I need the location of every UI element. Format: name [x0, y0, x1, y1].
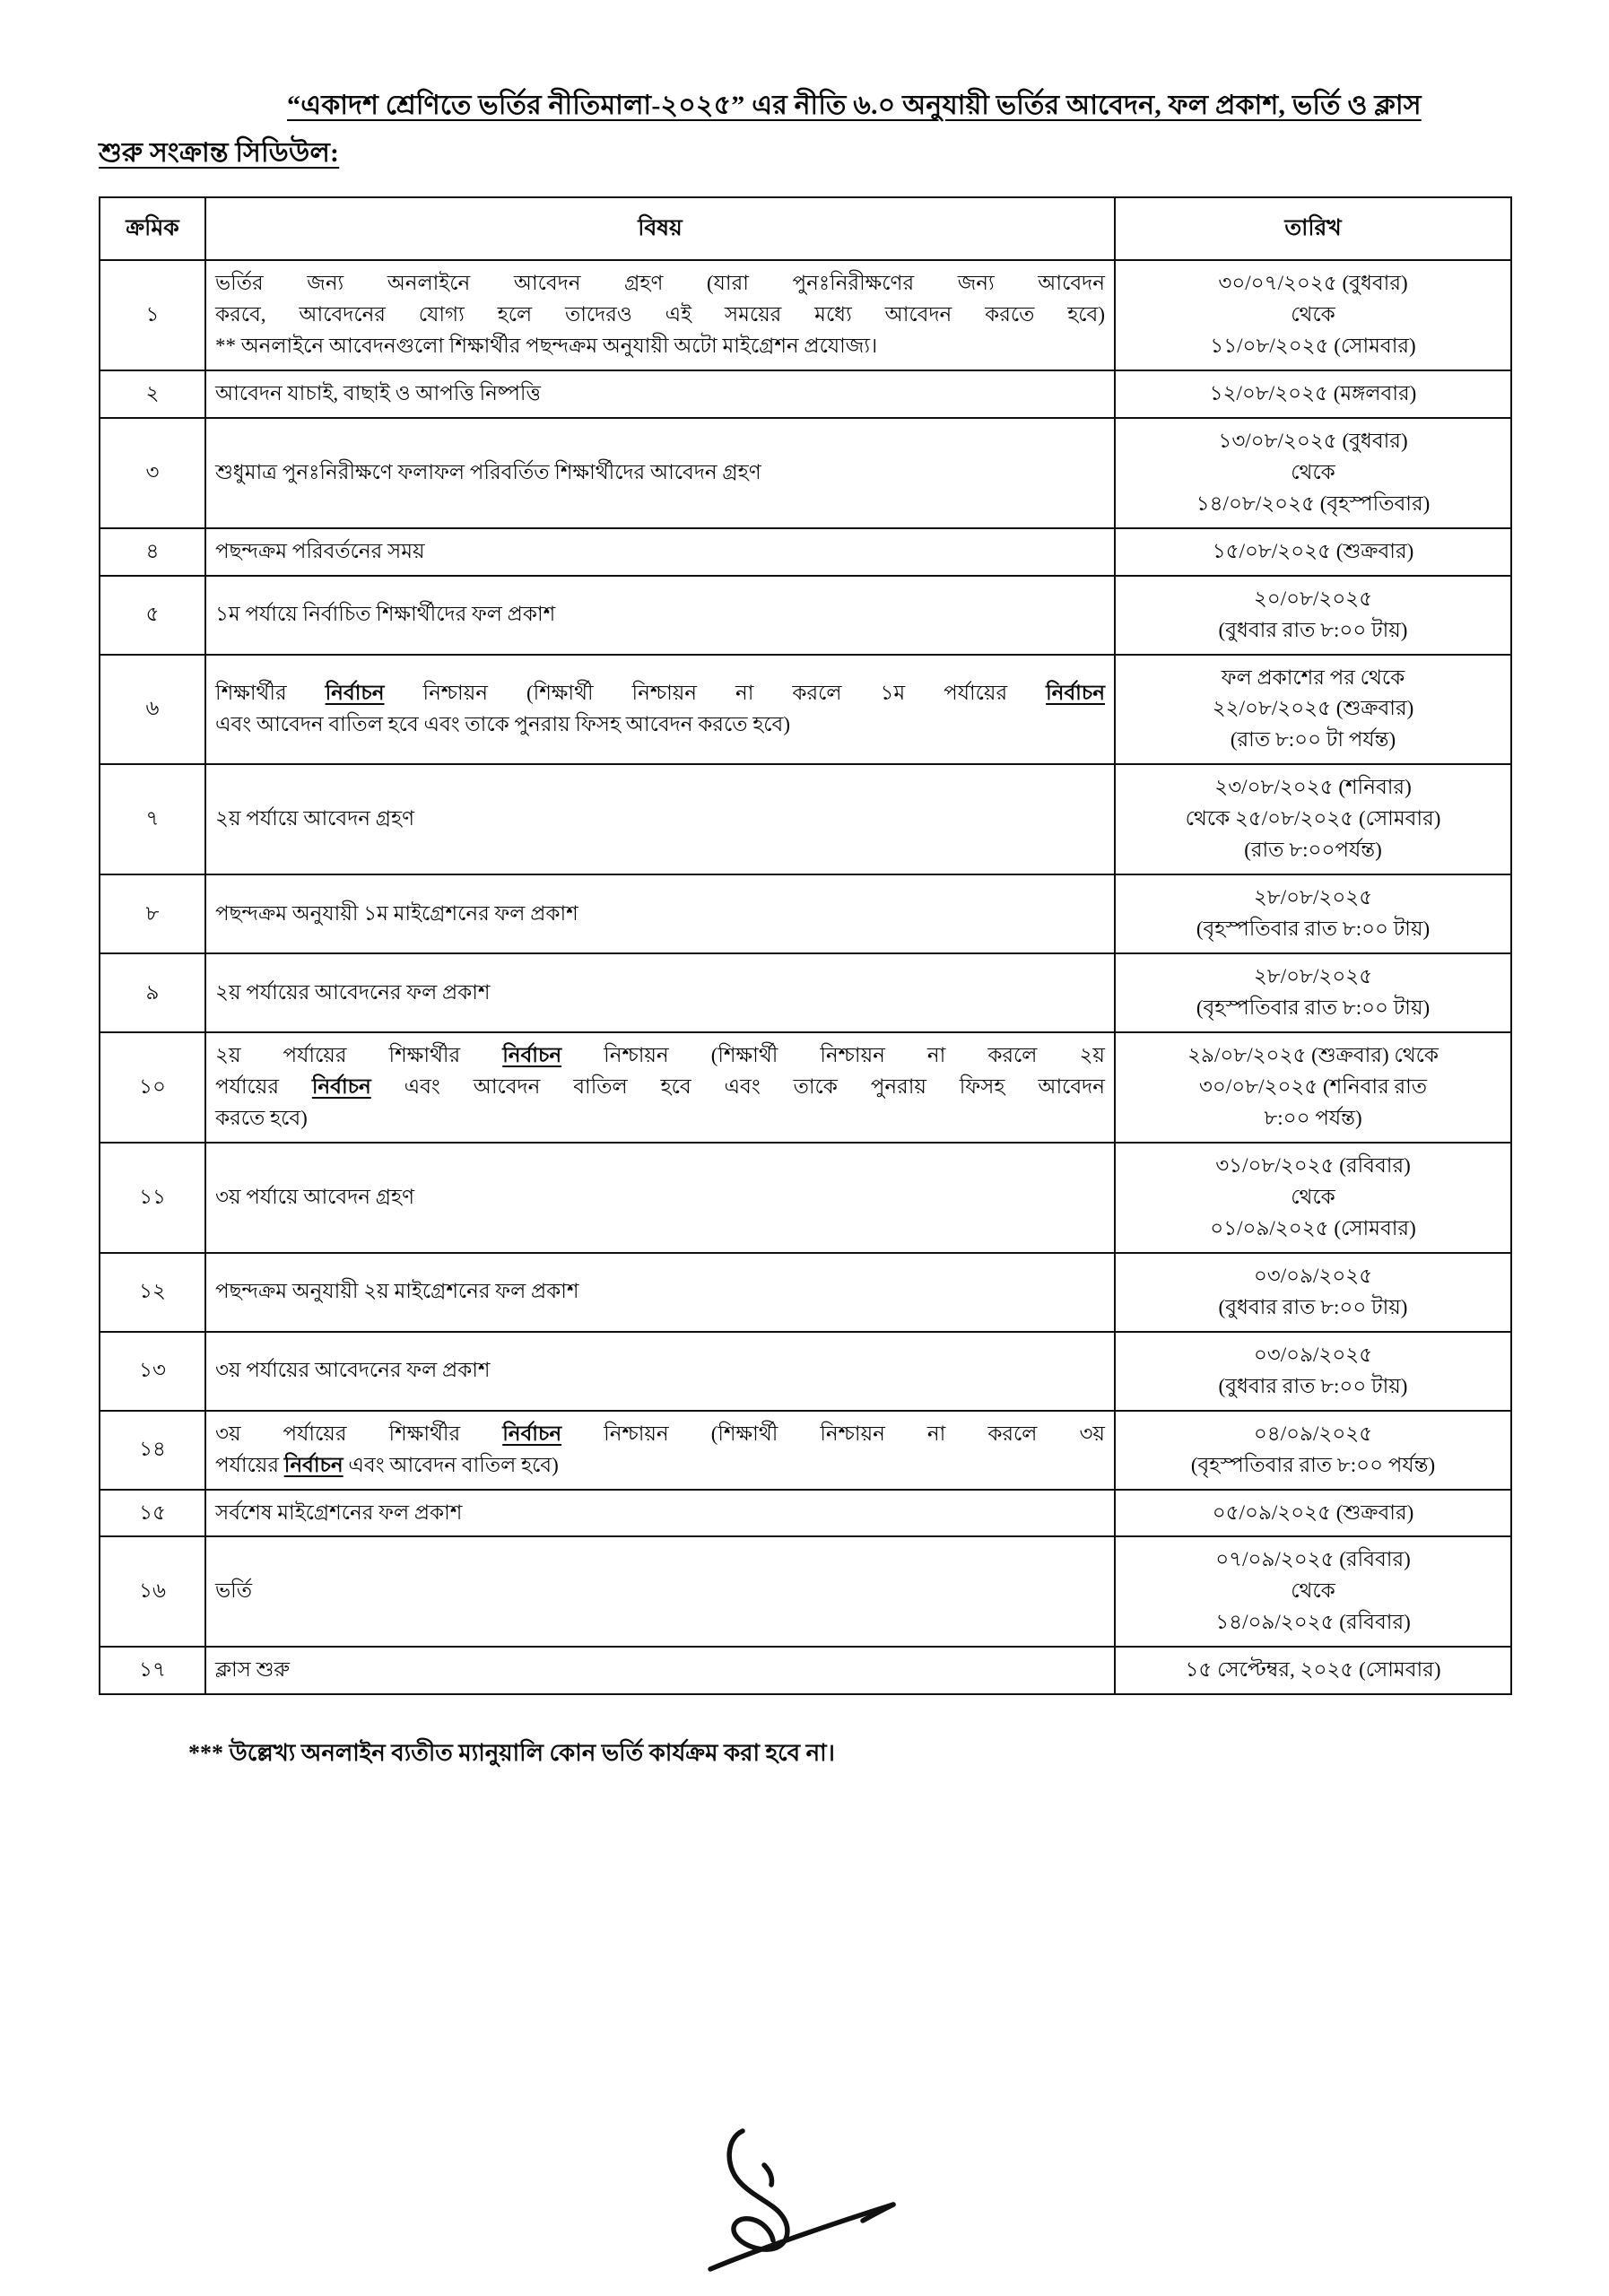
subject-line: ১ম পর্যায়ে নির্বাচিত শিক্ষার্থীদের ফল প্রকাশ: [215, 603, 556, 626]
date-line: থেকে: [1291, 460, 1335, 483]
table-row: [100, 528, 1511, 576]
date-line: (বৃহস্পতিবার রাত ৮:০০ টায়): [1196, 996, 1431, 1020]
date-line: ০৩/০৯/২০২৫: [1253, 1343, 1373, 1366]
cell-date: [1115, 953, 1511, 1032]
subject-line: পর্যায়ের নির্বাচন এবং আবেদন বাতিল হবে): [215, 1453, 559, 1476]
header-subject: বিষয়: [205, 197, 1115, 260]
subject-line: সর্বশেষ মাইগ্রেশনের ফল প্রকাশ: [215, 1500, 463, 1524]
subject-line: আবেদন যাচাই, বাছাই ও আপত্তি নিষ্পত্তি: [215, 381, 541, 404]
document-title: [0, 0, 1609, 173]
date-line: ২৩/০৮/২০২৫ (শনিবার): [1214, 776, 1412, 799]
date-line: ১২/০৮/২০২৫ (মঙ্গলবার): [1209, 381, 1417, 404]
date-line: ১৪/০৮/২০২৫ (বৃহস্পতিবার): [1196, 491, 1431, 515]
emphasised-term: নির্বাচন: [283, 1453, 344, 1476]
subject-line: ক্লাস শুরু: [215, 1658, 291, 1682]
cell-date: [1115, 1490, 1511, 1537]
date-line: থেকে: [1291, 1185, 1335, 1208]
cell-date: [1115, 260, 1511, 370]
cell-subject: [205, 576, 1115, 655]
date-line: ০৫/০৯/২০২৫ (শুক্রবার): [1212, 1500, 1414, 1524]
date-line: ১৫/০৮/২০২৫ (শুক্রবার): [1212, 539, 1414, 562]
table-row: [100, 764, 1511, 874]
emphasised-term: নির্বাচন: [1046, 682, 1105, 704]
date-line: (বুধবার রাত ৮:০০ টায়): [1218, 1374, 1408, 1397]
subject-line: শুধুমাত্র পুনঃনিরীক্ষণে ফলাফল পরিবর্তিত শিক্ষার্থীদের আবেদন গ্রহণ: [215, 460, 761, 483]
emphasised-term: নির্বাচন: [502, 1422, 562, 1445]
subject-line: পছন্দক্রম অনুযায়ী ২য় মাইগ্রেশনের ফল প্রকাশ: [215, 1280, 579, 1303]
cell-date: [1115, 655, 1511, 765]
cell-serial: ১৭: [100, 1647, 205, 1694]
table-row: [100, 1332, 1511, 1411]
table-row: [100, 370, 1511, 418]
table-body: [100, 260, 1511, 1694]
footer-note: *** উল্লেখ্য অনলাইন ব্যতীত ম্যানুয়ালি কোন ভর্তি কার্যক্রম করা হবে না।: [188, 1740, 835, 1767]
date-line: ১৫ সেপ্টেম্বর, ২০২৫ (সোমবার): [1185, 1658, 1441, 1682]
cell-date: [1115, 576, 1511, 655]
date-line: ফল প্রকাশের পর থেকে: [1221, 665, 1405, 689]
cell-subject: [205, 1332, 1115, 1411]
schedule-table-wrapper: [0, 196, 1609, 1695]
cell-serial: ৫: [100, 576, 205, 655]
cell-serial: ১৩: [100, 1332, 205, 1411]
date-line: থেকে: [1291, 302, 1335, 326]
table-row: [100, 655, 1511, 765]
title-line-2: শুরু সংক্রান্ত সিডিউল:: [99, 138, 340, 168]
cell-date: [1115, 1253, 1511, 1332]
date-line: (রাত ৮:০০ টা পর্যন্ত): [1230, 728, 1396, 752]
subject-line: শিক্ষার্থীর নির্বাচন নিশ্চায়ন (শিক্ষার্থী নিশ্চায়ন না করলে ১ম পর্যায়ের নির্বাচন: [215, 682, 1105, 704]
cell-subject: [205, 1490, 1115, 1537]
cell-serial: ৪: [100, 528, 205, 576]
schedule-table: [99, 196, 1512, 1695]
cell-subject: [205, 655, 1115, 765]
title-line-1: “একাদশ শ্রেণিতে ভর্তির নীতিমালা-২০২৫” এর নীতি ৬.০ অনুযায়ী ভর্তির আবেদন, ফল প্রকাশ, ভর্তি ও ক্লাস: [287, 91, 1422, 120]
cell-serial: ৬: [100, 655, 205, 765]
date-line: ১১/০৮/২০২৫ (সোমবার): [1210, 334, 1416, 357]
cell-subject: [205, 1032, 1115, 1143]
subject-line: এবং আবেদন বাতিল হবে এবং তাকে পুনরায় ফিসহ আবেদন করতে হবে): [215, 712, 790, 735]
cell-serial: ১২: [100, 1253, 205, 1332]
cell-subject: [205, 874, 1115, 953]
table-row: [100, 1647, 1511, 1694]
cell-date: [1115, 1332, 1511, 1411]
cell-serial: ৭: [100, 764, 205, 874]
date-line: ০৪/০৯/২০২৫: [1253, 1422, 1373, 1445]
header-date: তারিখ: [1115, 197, 1511, 260]
cell-date: [1115, 764, 1511, 874]
table-header-row: [100, 197, 1511, 260]
cell-date: [1115, 1032, 1511, 1143]
date-line: (বুধবার রাত ৮:০০ টায়): [1218, 618, 1408, 641]
cell-serial: ১১: [100, 1143, 205, 1253]
table-row: [100, 1411, 1511, 1490]
date-line: ৮:০০ পর্যন্ত): [1264, 1106, 1362, 1129]
cell-subject: [205, 1253, 1115, 1332]
cell-subject: [205, 418, 1115, 528]
date-line: ১৪/০৯/২০২৫ (রবিবার): [1215, 1611, 1411, 1634]
date-line: ২৯/০৮/২০২৫ (শুক্রবার) থেকে: [1187, 1044, 1439, 1067]
cell-date: [1115, 1411, 1511, 1490]
table-row: [100, 1490, 1511, 1537]
cell-subject: [205, 1647, 1115, 1694]
cell-subject: [205, 953, 1115, 1032]
cell-subject: [205, 260, 1115, 370]
emphasised-term: নির্বাচন: [325, 682, 385, 704]
cell-subject: [205, 1411, 1115, 1490]
date-line: (বুধবার রাত ৮:০০ টায়): [1218, 1295, 1408, 1318]
subject-line: ভর্তি: [215, 1579, 252, 1603]
date-line: (বৃহস্পতিবার রাত ৮:০০ পর্যন্ত): [1190, 1453, 1436, 1476]
subject-line: ভর্তির জন্য অনলাইনে আবেদন গ্রহণ (যারা পুনঃনিরীক্ষণের জন্য আবেদন: [215, 272, 1105, 294]
date-line: ২০/০৮/২০২৫: [1253, 587, 1373, 610]
date-line: ০৩/০৯/২০২৫: [1253, 1264, 1373, 1287]
cell-serial: ৩: [100, 418, 205, 528]
subject-line: ৩য় পর্যায়ের আবেদনের ফল প্রকাশ: [215, 1359, 491, 1382]
date-line: ৩০/০৮/২০২৫ (শনিবার রাত: [1198, 1075, 1428, 1099]
cell-subject: [205, 528, 1115, 576]
table-row: [100, 874, 1511, 953]
subject-line: ২য় পর্যায়ে আবেদন গ্রহণ: [215, 807, 414, 831]
signature-mark: [628, 2126, 933, 2296]
cell-date: [1115, 1536, 1511, 1647]
date-line: (রাত ৮:০০পর্যন্ত): [1244, 839, 1382, 862]
cell-date: [1115, 1143, 1511, 1253]
cell-serial: ৯: [100, 953, 205, 1032]
date-line: ১৩/০৮/২০২৫ (বুধবার): [1218, 429, 1408, 452]
cell-serial: ১৬: [100, 1536, 205, 1647]
header-serial: ক্রমিক: [100, 197, 205, 260]
date-line: থেকে ২৫/০৮/২০২৫ (সোমবার): [1185, 807, 1441, 831]
subject-line: ২য় পর্যায়ের আবেদনের ফল প্রকাশ: [215, 980, 491, 1004]
cell-date: [1115, 528, 1511, 576]
table-head: [100, 197, 1511, 260]
subject-line: ২য় পর্যায়ের শিক্ষার্থীর নির্বাচন নিশ্চায়ন (শিক্ষার্থী নিশ্চায়ন না করলে ২য়: [215, 1044, 1105, 1067]
subject-line: করতে হবে): [215, 1106, 308, 1129]
table-row: [100, 418, 1511, 528]
date-line: ০৭/০৯/২০২৫ (রবিবার): [1215, 1548, 1411, 1571]
cell-serial: ১৫: [100, 1490, 205, 1537]
cell-serial: ১৪: [100, 1411, 205, 1490]
cell-date: [1115, 874, 1511, 953]
cell-serial: ১০: [100, 1032, 205, 1143]
cell-subject: [205, 370, 1115, 418]
table-row: [100, 953, 1511, 1032]
subject-line: করবে, আবেদনের যোগ্য হলে তাদেরও এই সময়ের মধ্যে আবেদন করতে হবে): [215, 302, 1105, 326]
emphasised-term: নির্বাচন: [502, 1044, 562, 1067]
table-row: [100, 576, 1511, 655]
table-row: [100, 260, 1511, 370]
cell-serial: ২: [100, 370, 205, 418]
date-line: ৩১/০৮/২০২৫ (রবিবার): [1215, 1153, 1411, 1177]
date-line: থেকে: [1291, 1579, 1335, 1603]
cell-serial: ৮: [100, 874, 205, 953]
subject-line: ** অনলাইনে আবেদনগুলো শিক্ষার্থীর পছন্দক্রম অনুযায়ী অটো মাইগ্রেশন প্রযোজ্য।: [215, 334, 878, 357]
subject-line: পছন্দক্রম অনুযায়ী ১ম মাইগ্রেশনের ফল প্রকাশ: [215, 901, 578, 925]
cell-subject: [205, 1536, 1115, 1647]
date-line: ২৮/০৮/২০২৫: [1253, 965, 1373, 988]
subject-line: ৩য় পর্যায়ের শিক্ষার্থীর নির্বাচন নিশ্চায়ন (শিক্ষার্থী নিশ্চায়ন না করলে ৩য়: [215, 1422, 1105, 1445]
date-line: ৩০/০৭/২০২৫ (বুধবার): [1218, 272, 1408, 294]
date-line: (বৃহস্পতিবার রাত ৮:০০ টায়): [1196, 918, 1431, 941]
cell-date: [1115, 1647, 1511, 1694]
subject-line: ৩য় পর্যায়ে আবেদন গ্রহণ: [215, 1185, 414, 1208]
table-row: [100, 1253, 1511, 1332]
subject-line: পছন্দক্রম পরিবর্তনের সময়: [215, 539, 425, 562]
cell-date: [1115, 418, 1511, 528]
date-line: ০১/০৯/২০২৫ (সোমবার): [1210, 1216, 1416, 1239]
table-row: [100, 1143, 1511, 1253]
table-row: [100, 1536, 1511, 1647]
date-line: ২৮/০৮/২০২৫: [1253, 886, 1373, 909]
cell-date: [1115, 370, 1511, 418]
subject-line: পর্যায়ের নির্বাচন এবং আবেদন বাতিল হবে এবং তাকে পুনরায় ফিসহ আবেদন: [215, 1075, 1105, 1099]
cell-subject: [205, 1143, 1115, 1253]
cell-subject: [205, 764, 1115, 874]
cell-serial: ১: [100, 260, 205, 370]
emphasised-term: নির্বাচন: [311, 1075, 371, 1099]
table-row: [100, 1032, 1511, 1143]
date-line: ২২/০৮/২০২৫ (শুক্রবার): [1212, 697, 1414, 720]
